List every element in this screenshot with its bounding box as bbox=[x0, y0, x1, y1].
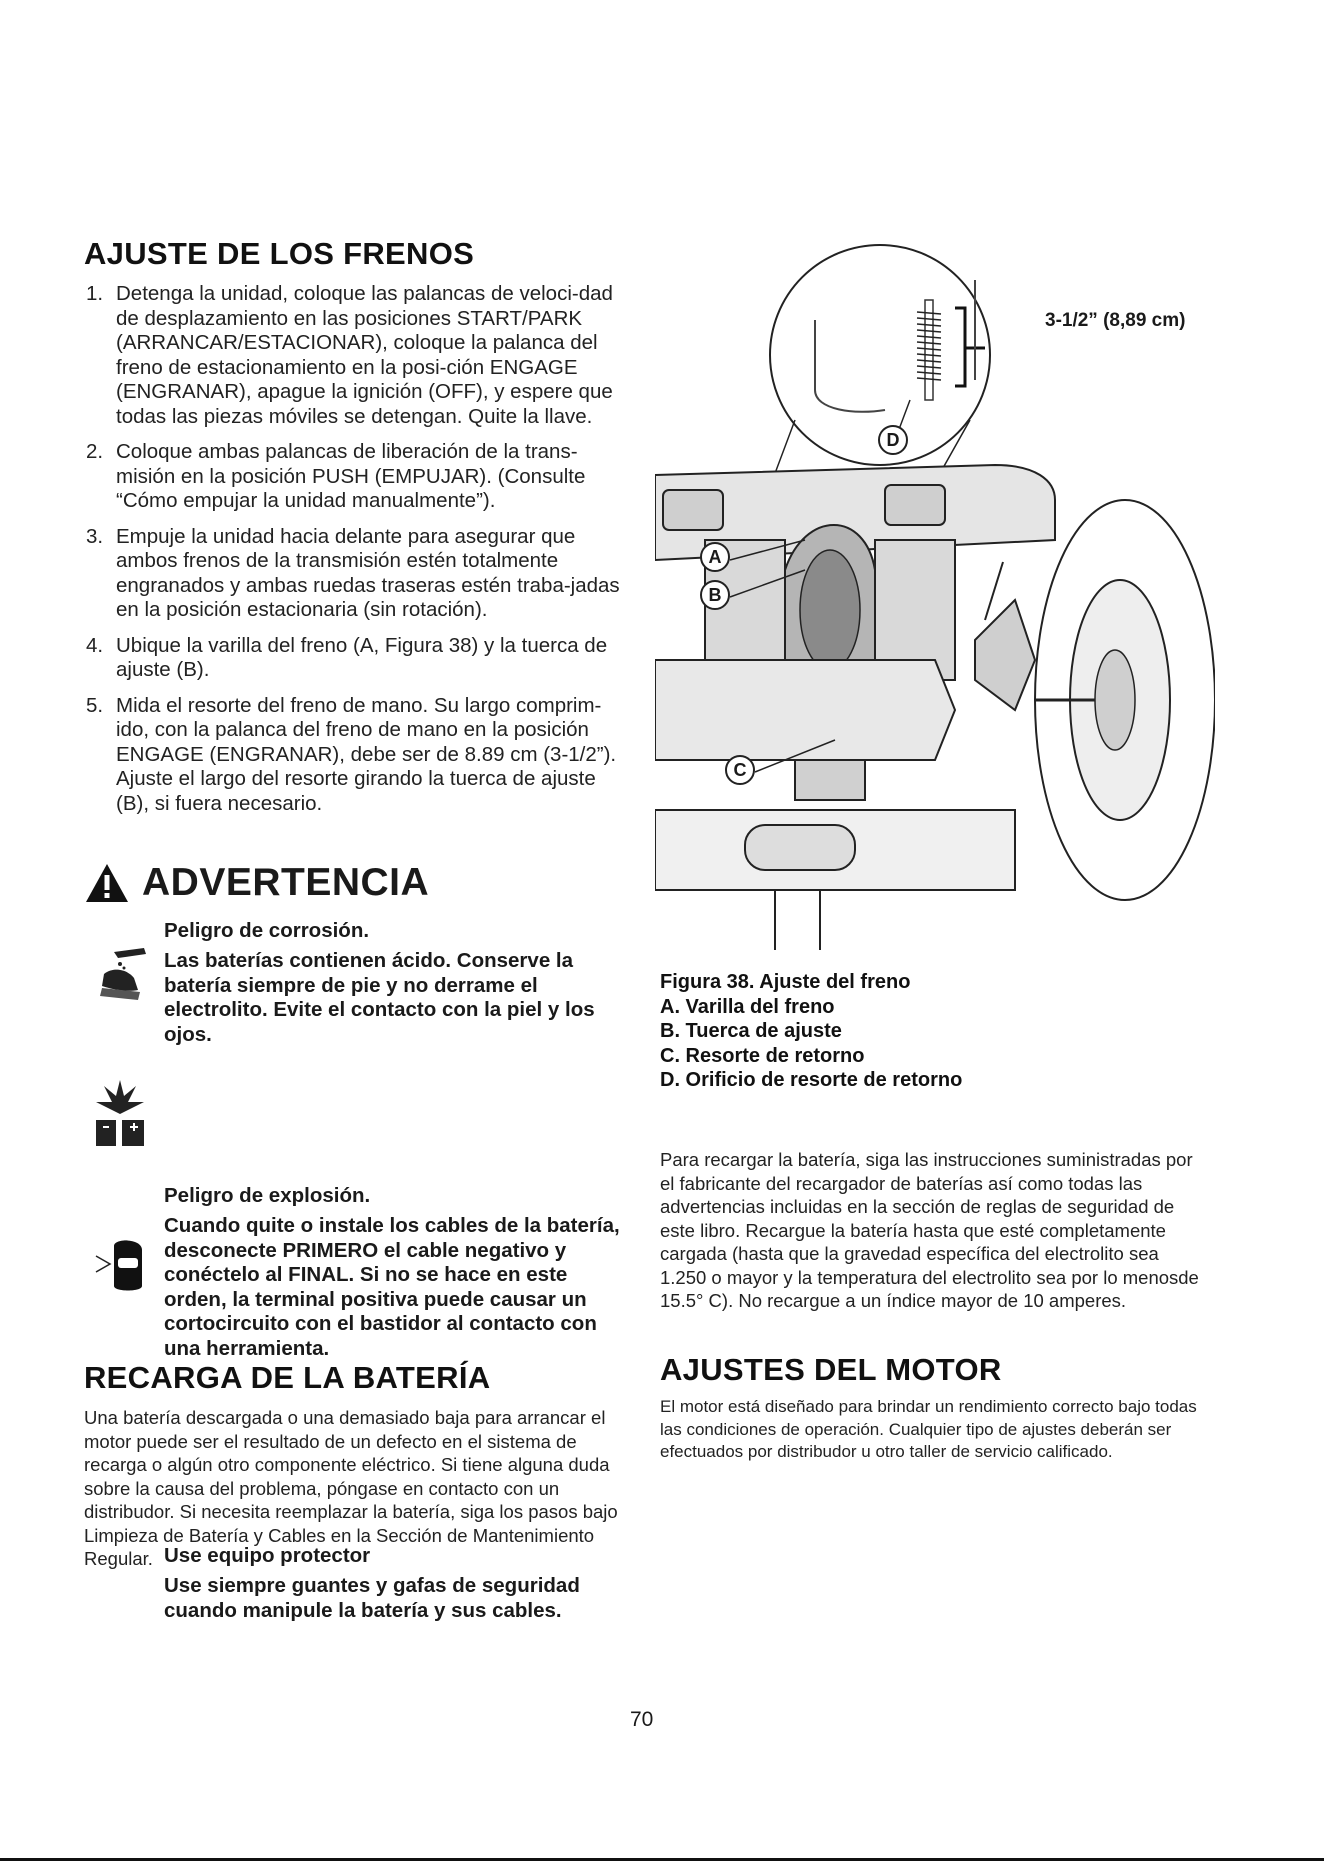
recharge-text: Una batería descargada o una demasiado baja para arrancar el motor puede ser el resultado de un defecto en el sistema de recarga o algún otro componente eléctrico. Si tiene alguna duda sobre la causa del problema, póngase en contacto con un distribudor. Si necesita reemplazar la batería, siga los pasos bajo Limpieza de Batería y Cables en la Sección de Mantenimiento Regular. bbox=[84, 1407, 618, 1569]
hazard-text: Cuando quite o instale los cables de la batería, desconecte PRIMERO el cable negativo y conéctelo al FINAL. Si no se hace en este orden, la terminal positiva puede causar un cortocircuito con el bastidor al contacto con una herramienta. bbox=[164, 1214, 620, 1360]
motor-text: El motor está diseñado para brindar un rendimiento correcto bajo todas las condiciones de operación. Cualquier tipo de ajustes deberán ser efectuados por distribudor u otro taller de servicio calificado. bbox=[660, 1397, 1197, 1461]
caption-title: Figura 38. Ajuste del freno bbox=[660, 971, 911, 993]
figure-label-a: A bbox=[700, 542, 730, 572]
figure-label-b: B bbox=[700, 580, 730, 610]
figure-label-c: C bbox=[725, 755, 755, 785]
hazard-explosion bbox=[164, 1183, 624, 1361]
list-item: 3. Empuje la unidad hacia delante para asegurar que ambos frenos de la transmisión estén totalmente engranados y ambas ruedas traseras estén traba-jadas en la posición estacionaria (sin rotación). bbox=[86, 524, 620, 621]
list-item: 5. Mida el resorte del freno de mano. Su largo comprim-ido, con la palanca del freno de mano en la posición ENGAGE (ENGRANAR), debe ser de 8.89 cm (3-1/2”). Ajuste el largo del resorte girando la tuerca de ajuste (B), si fuera necesario. bbox=[86, 693, 617, 815]
hazard-acid bbox=[164, 918, 619, 1047]
hazard-title: Peligro de explosión. bbox=[164, 1184, 371, 1207]
page-number: 70 bbox=[630, 1708, 654, 1731]
list-item: 2. Coloque ambas palancas de liberación de la trans-misión en la posición PUSH (EMPUJAR). (Consulte “Cómo empujar la unidad manualmente”). bbox=[86, 440, 586, 512]
figure-label-d: D bbox=[878, 425, 908, 455]
legend-item: D. Orificio de resorte de retorno bbox=[660, 1069, 963, 1091]
hazard-text: Las baterías contienen ácido. Conserve la batería siempre de pie y no derrame el electrolito. Evite el contacto con la piel y los ojos. bbox=[164, 949, 595, 1046]
hazard-title: Peligro de corrosión. bbox=[164, 919, 370, 942]
brakes-steps bbox=[84, 282, 624, 827]
legend-item: C. Resorte de retorno bbox=[660, 1044, 865, 1067]
spring-measurement: 3-1/2” (8,89 cm) bbox=[1045, 310, 1186, 331]
brakes-title: AJUSTE DE LOS FRENOS bbox=[84, 236, 475, 271]
warning-triangle-icon bbox=[84, 862, 130, 904]
protective-gear-icon bbox=[92, 1236, 148, 1296]
legend-item: B. Tuerca de ajuste bbox=[660, 1020, 842, 1042]
recharge-title: RECARGA DE LA BATERÍA bbox=[84, 1360, 491, 1395]
hazard-text: Use siempre guantes y gafas de seguridad cuando manipule la batería y sus cables. bbox=[164, 1574, 580, 1622]
list-item: 4. Ubique la varilla del freno (A, Figura 38) y la tuerca de ajuste (B). bbox=[86, 633, 608, 681]
figure-caption bbox=[660, 970, 1220, 1093]
explosion-hazard-icon bbox=[90, 1074, 150, 1150]
bottom-rule bbox=[0, 1858, 1324, 1861]
motor-title: AJUSTES DEL MOTOR bbox=[660, 1352, 1002, 1387]
list-item: 1. Detenga la unidad, coloque las palancas de veloci-dad de desplazamiento en las posiciones START/PARK (ARRANCAR/ESTACIONAR), coloque la palanca del freno de estacionamiento en la posi-ción ENGAGE (ENGRANAR), apague la ignición (OFF), y espere que todas las piezas móviles se detengan. Quite la llave. bbox=[86, 282, 613, 428]
figure-38-illustration bbox=[655, 240, 1215, 950]
legend-item: A. Varilla del freno bbox=[660, 995, 835, 1018]
warning-header bbox=[84, 858, 429, 908]
recharge-text-continued: Para recargar la batería, siga las instrucciones suministradas por el fabricante del recargador de baterías así como todas las advertencias incluidas en la sección de reglas de seguridad de este libro. Recargue la batería hasta que esté completamente cargada (hasta que la gravedad específica del electrolito sea 1.250 o mayor y la temperatura del electrolito sea por lo menosde 15.5° C). No recargue a un índice mayor de 10 amperes. bbox=[660, 1149, 1199, 1311]
hazard-title: Use equipo protector bbox=[164, 1544, 371, 1567]
acid-hazard-icon bbox=[94, 944, 154, 1014]
warning-title: ADVERTENCIA bbox=[142, 861, 430, 904]
